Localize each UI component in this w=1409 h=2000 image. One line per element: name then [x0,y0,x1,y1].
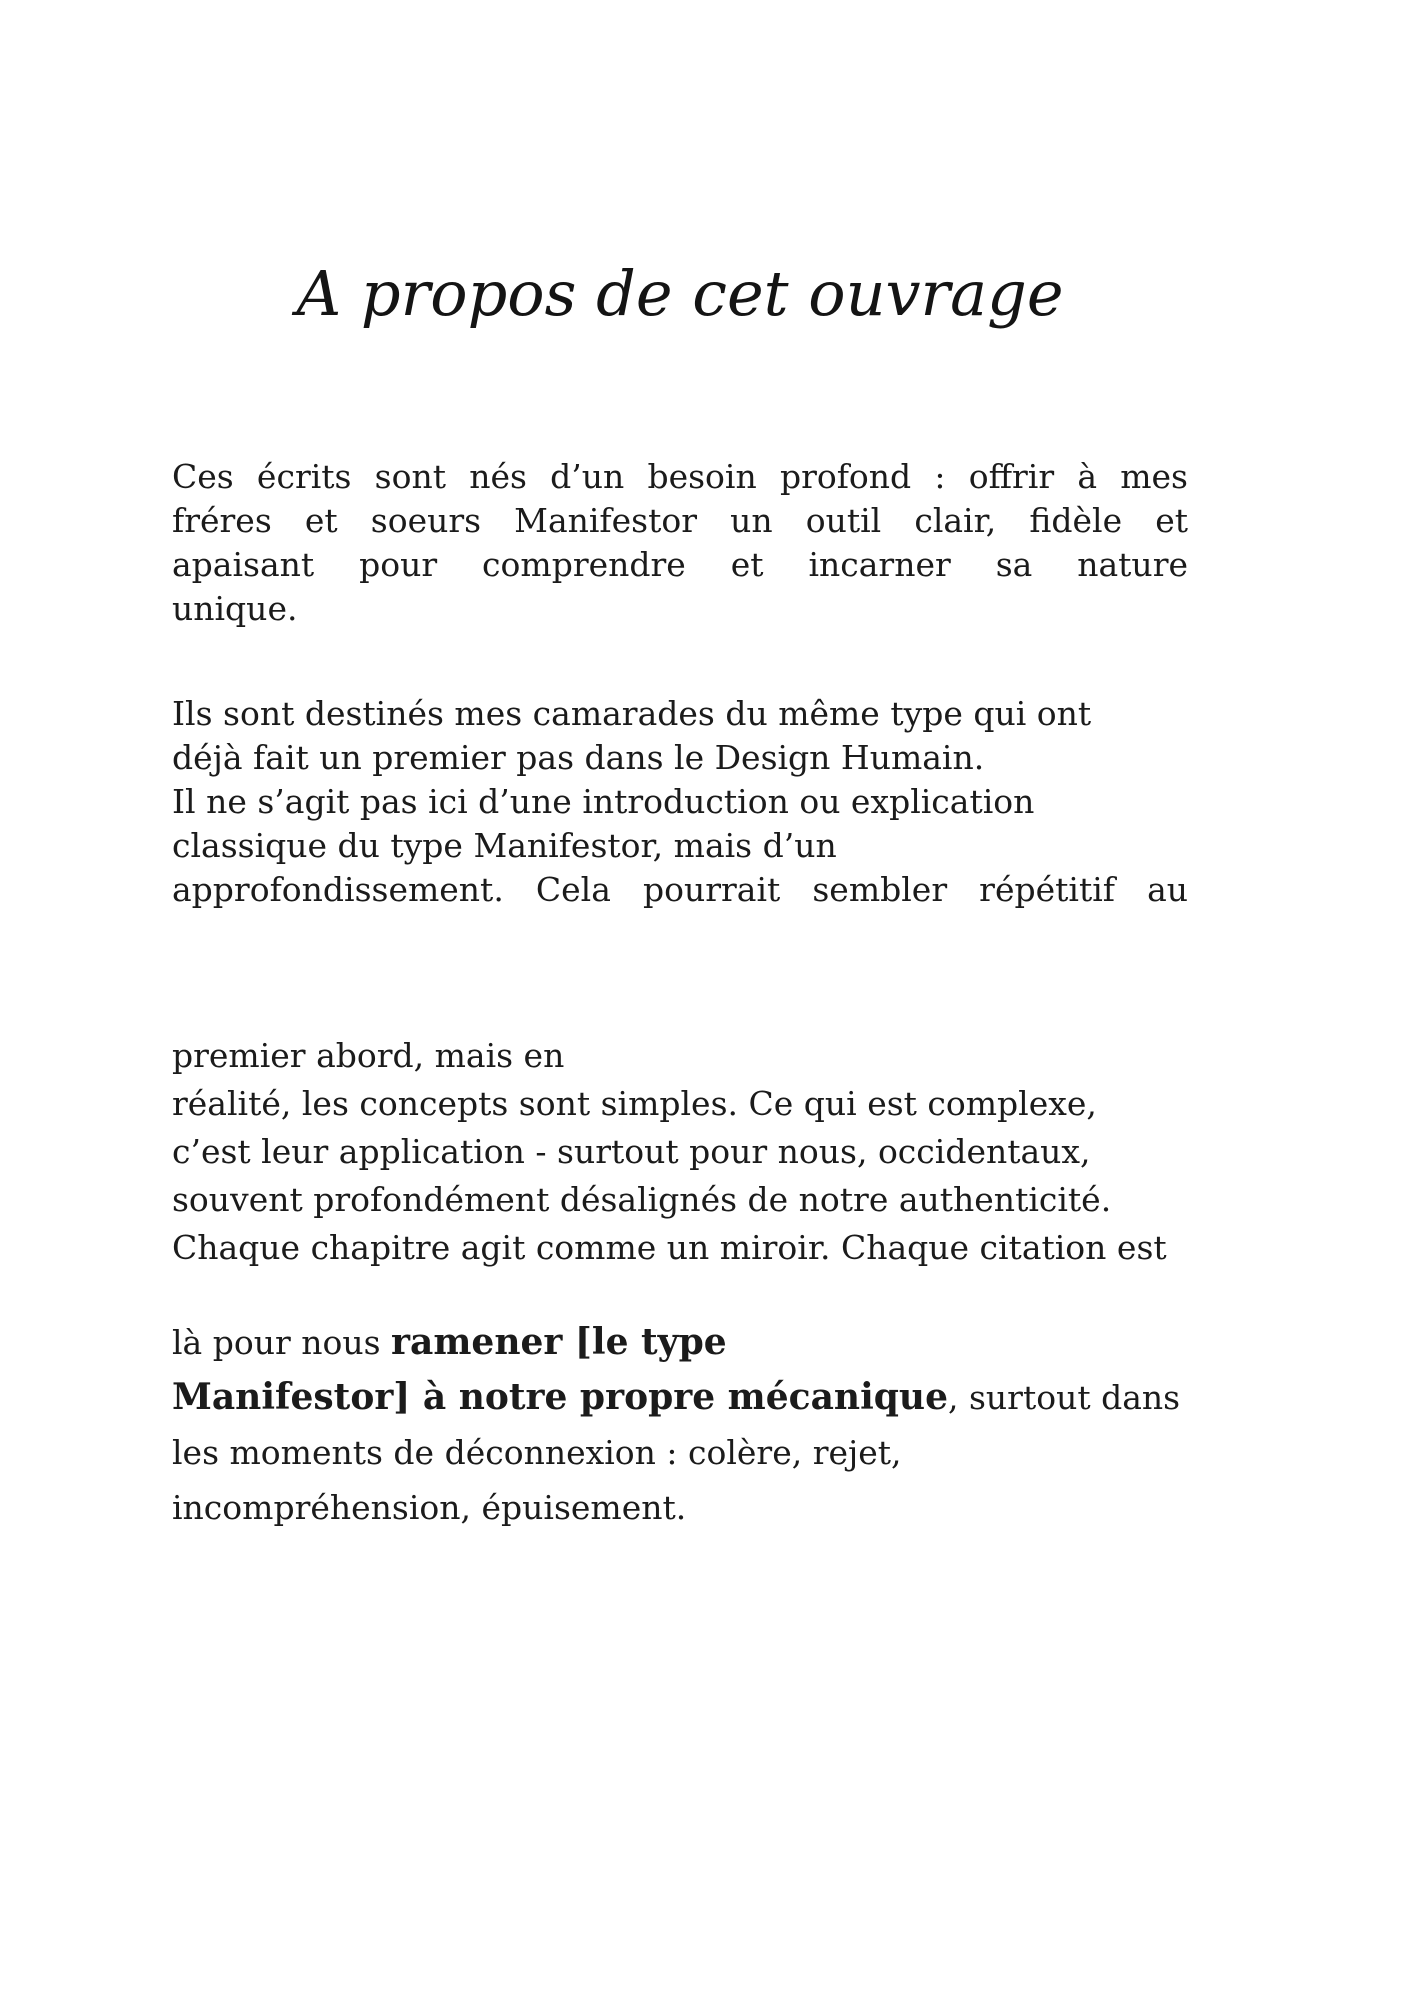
paragraph-line: réalité, les concepts sont simples. Ce qui est complexe, [172,1084,1097,1123]
paragraph-line: unique. [172,589,298,628]
paragraph-line: déjà fait un premier pas dans le Design Humain. [172,738,985,777]
text-segment-bold: ramener [le type [391,1321,727,1363]
text-segment: là pour nous [172,1323,392,1362]
paragraph-line: Ces écrits sont nés d’un besoin profond : offrir à mes [172,457,1188,496]
paragraph-line: fréres et soeurs Manifestor un outil clair, fidèle et [172,501,1188,540]
page-title: A propos de cet ouvrage [296,257,1064,330]
paragraph-line [172,1370,1188,1425]
paragraph-line: apaisant pour comprendre et incarner sa nature [172,545,1188,584]
paragraph-line: Chaque chapitre agit comme un miroir. Chaque citation est [172,1228,1167,1267]
paragraph-about-origin [172,455,1188,631]
paragraph-line: approfondissement. Cela pourrait sembler répétitif au [172,870,1188,909]
paragraph-line: c’est leur application - surtout pour nous, occidentaux, [172,1132,1091,1171]
paragraph-line: incompréhension, épuisement. [172,1488,687,1527]
paragraph-line: premier abord, mais en [172,1036,565,1075]
paragraph-purpose [172,1315,1188,1535]
paragraph-line [172,1315,1188,1370]
paragraph-audience [172,692,1188,912]
paragraph-line: les moments de déconnexion : colère, rejet, [172,1433,902,1472]
paragraph-line: Il ne s’agit pas ici d’une introduction ou explication [172,782,1035,821]
paragraph-line: Ils sont destinés mes camarades du même type qui ont [172,694,1092,733]
paragraph-concepts [172,1032,1188,1272]
paragraph-line: classique du type Manifestor, mais d’un [172,826,837,865]
paragraph-line: souvent profondément désalignés de notre authenticité. [172,1180,1112,1219]
text-segment: , surtout dans [948,1378,1181,1417]
text-segment-bold: Manifestor] à notre propre mécanique [172,1376,949,1418]
